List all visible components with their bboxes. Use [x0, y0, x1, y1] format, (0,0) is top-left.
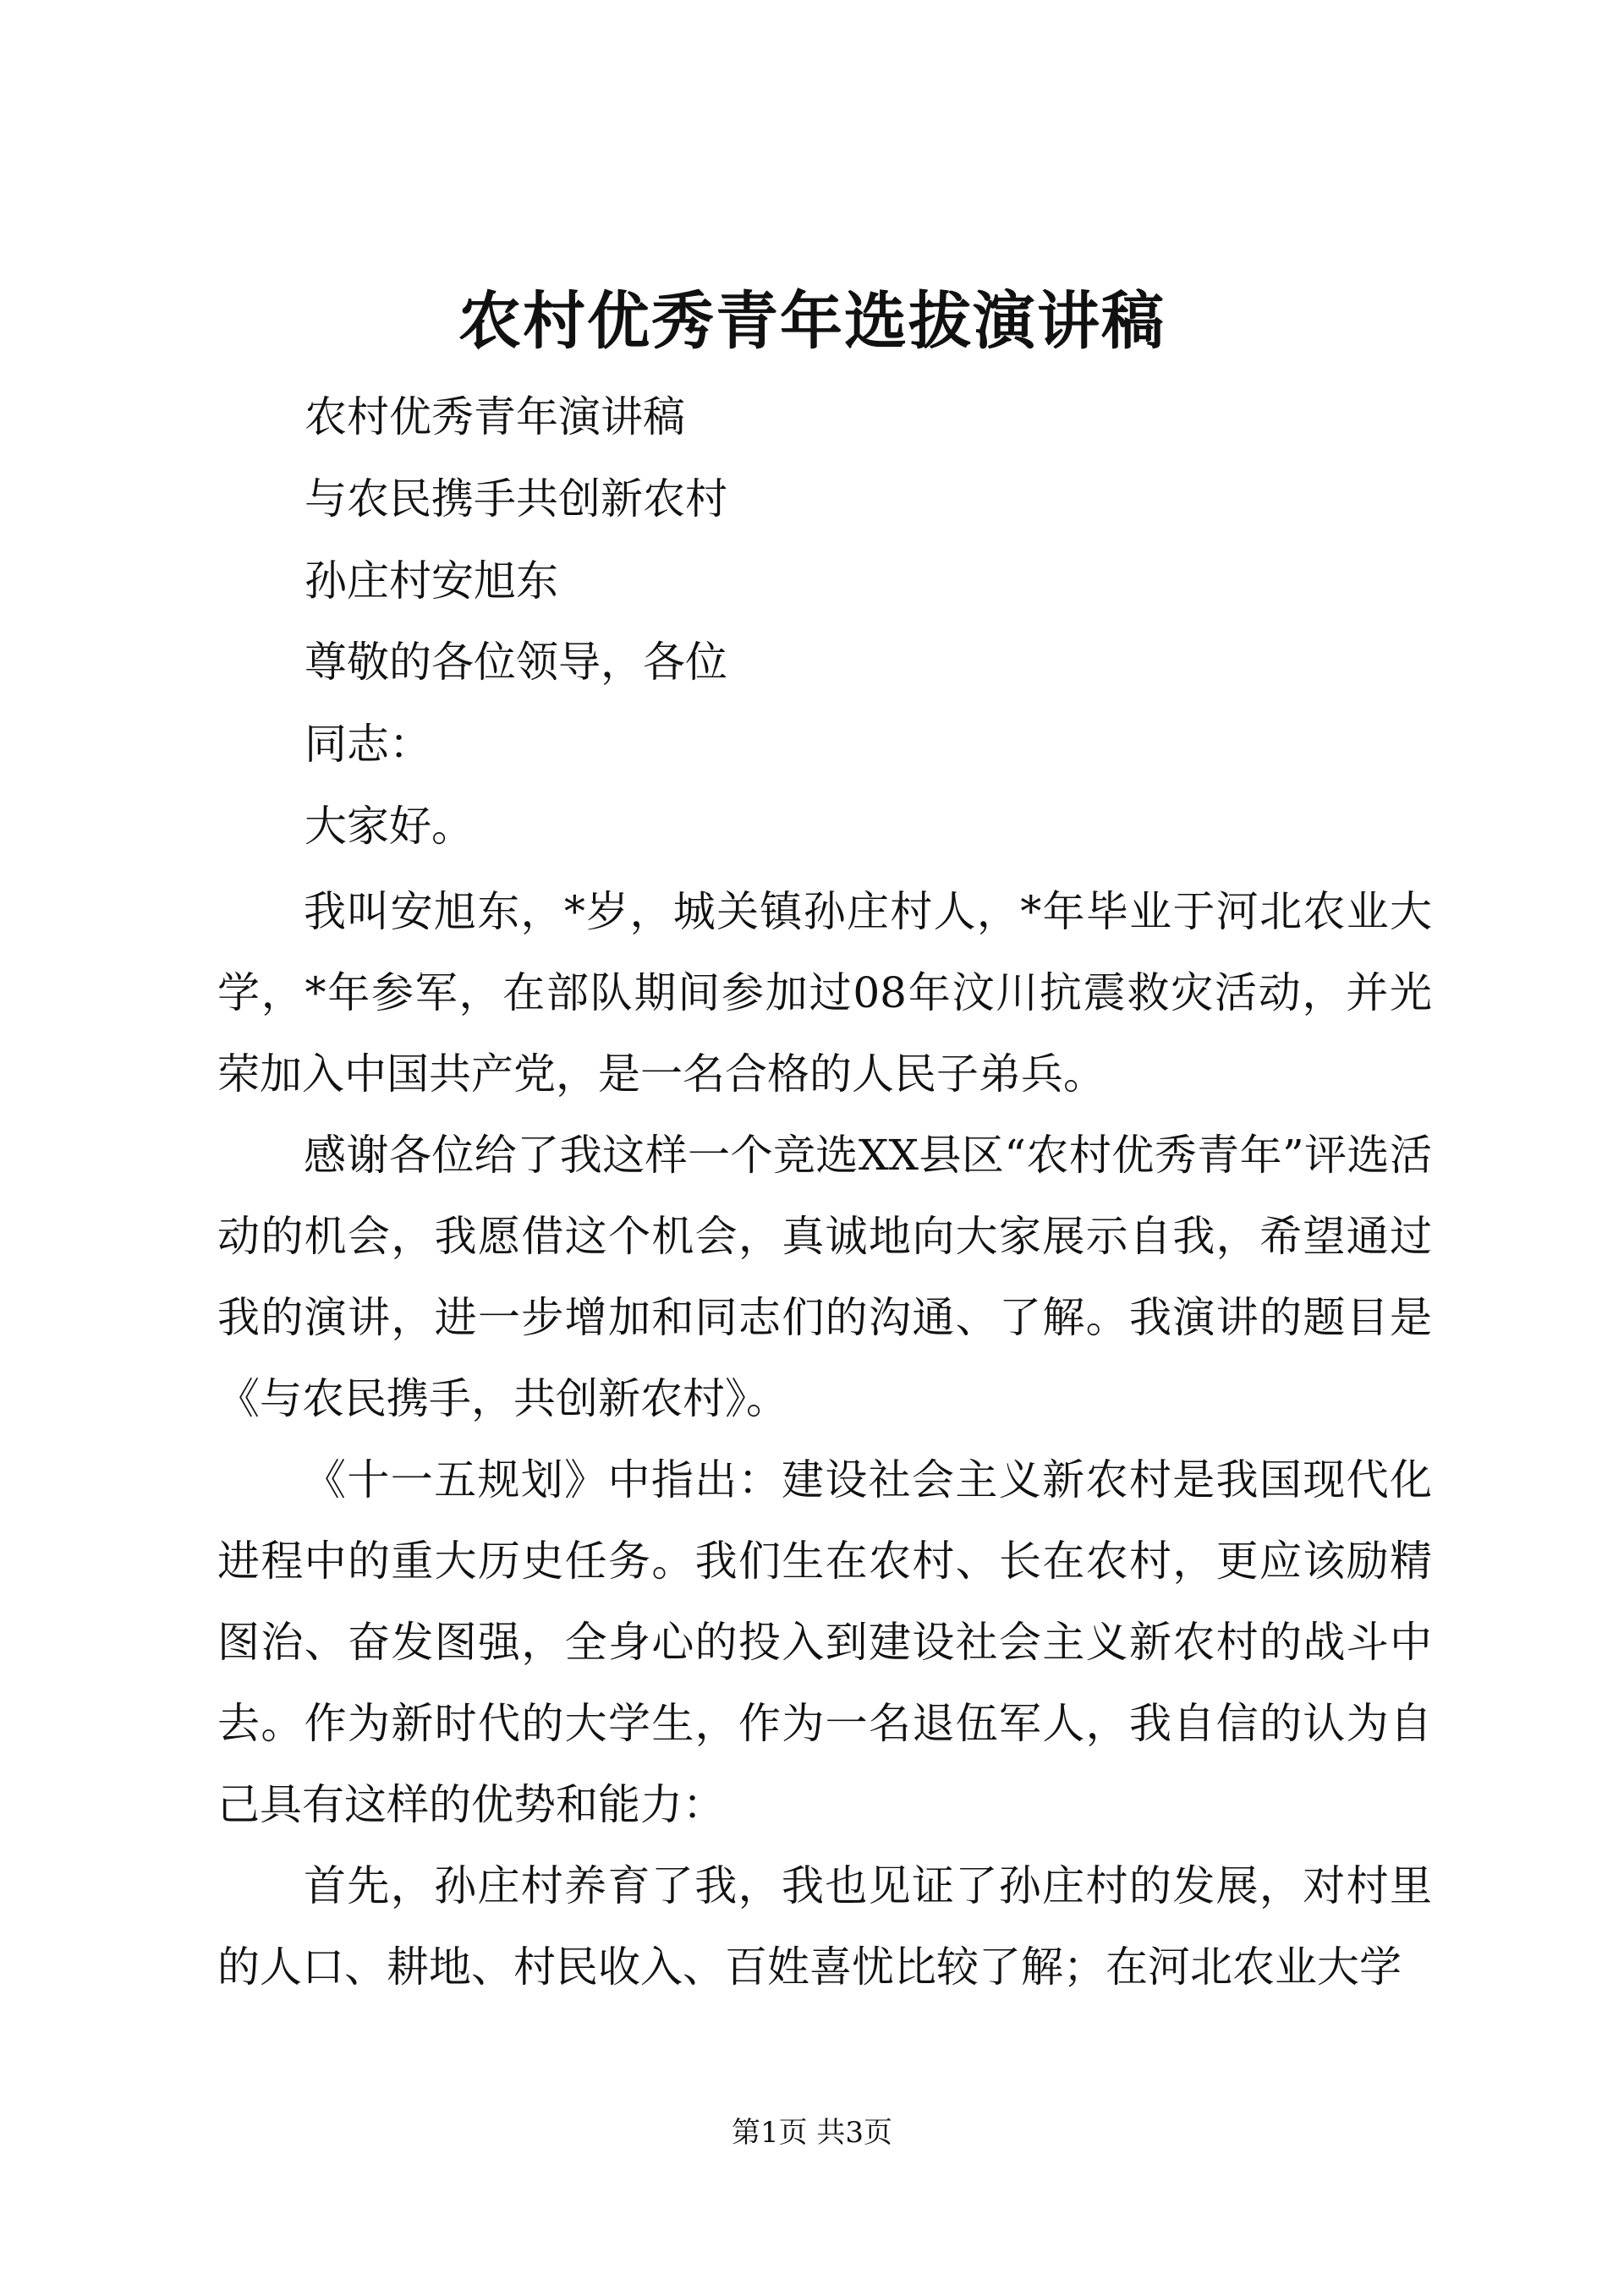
paragraph-introduction: 我叫安旭东，*岁，城关镇孙庄村人，*年毕业于河北农业大学，*年参军，在部队期间参加过08年汶川抗震救灾活动，并光荣加入中国共产党，是一名合格的人民子弟兵。 — [217, 887, 1432, 1099]
page-footer: 第1页 共3页 — [731, 2116, 893, 2150]
paragraph-planning: 《十一五规划》中指出：建设社会主义新农村是我国现代化进程中的重大历史任务。我们生在农村、长在农村，更应该励精图治、奋发图强，全身心的投入到建设社会主义新农村的战斗中去。作为新时代的大学生，作为一名退伍军人，我自信的认为自己具有这样的优势和能力： — [217, 1455, 1432, 1829]
document-title: 农村优秀青年选拔演讲稿 — [458, 285, 1166, 358]
salutation-line: 尊敬的各位领导，各位 — [304, 638, 727, 687]
paragraph-first-advantage: 首先，孙庄村养育了我，我也见证了孙庄村的发展，对村里的人口、耕地、村民收入、百姓喜忧比较了解；在河北农业大学 — [217, 1861, 1432, 1992]
author-line: 孙庄村安旭东 — [304, 556, 558, 606]
theme-line: 与农民携手共创新农村 — [304, 474, 727, 523]
paragraph-thanks: 感谢各位给了我这样一个竞选XX县区“农村优秀青年”评选活动的机会，我愿借这个机会，真诚地向大家展示自我，希望通过我的演讲，进一步增加和同志们的沟通、了解。我演讲的题目是《与农民携手，共创新农村》。 — [217, 1131, 1432, 1423]
salutation-line-continued: 同志： — [304, 720, 431, 769]
speech-body — [217, 871, 1432, 2008]
subtitle-line: 农村优秀青年演讲稿 — [304, 392, 685, 441]
greeting-line: 大家好。 — [304, 802, 474, 851]
